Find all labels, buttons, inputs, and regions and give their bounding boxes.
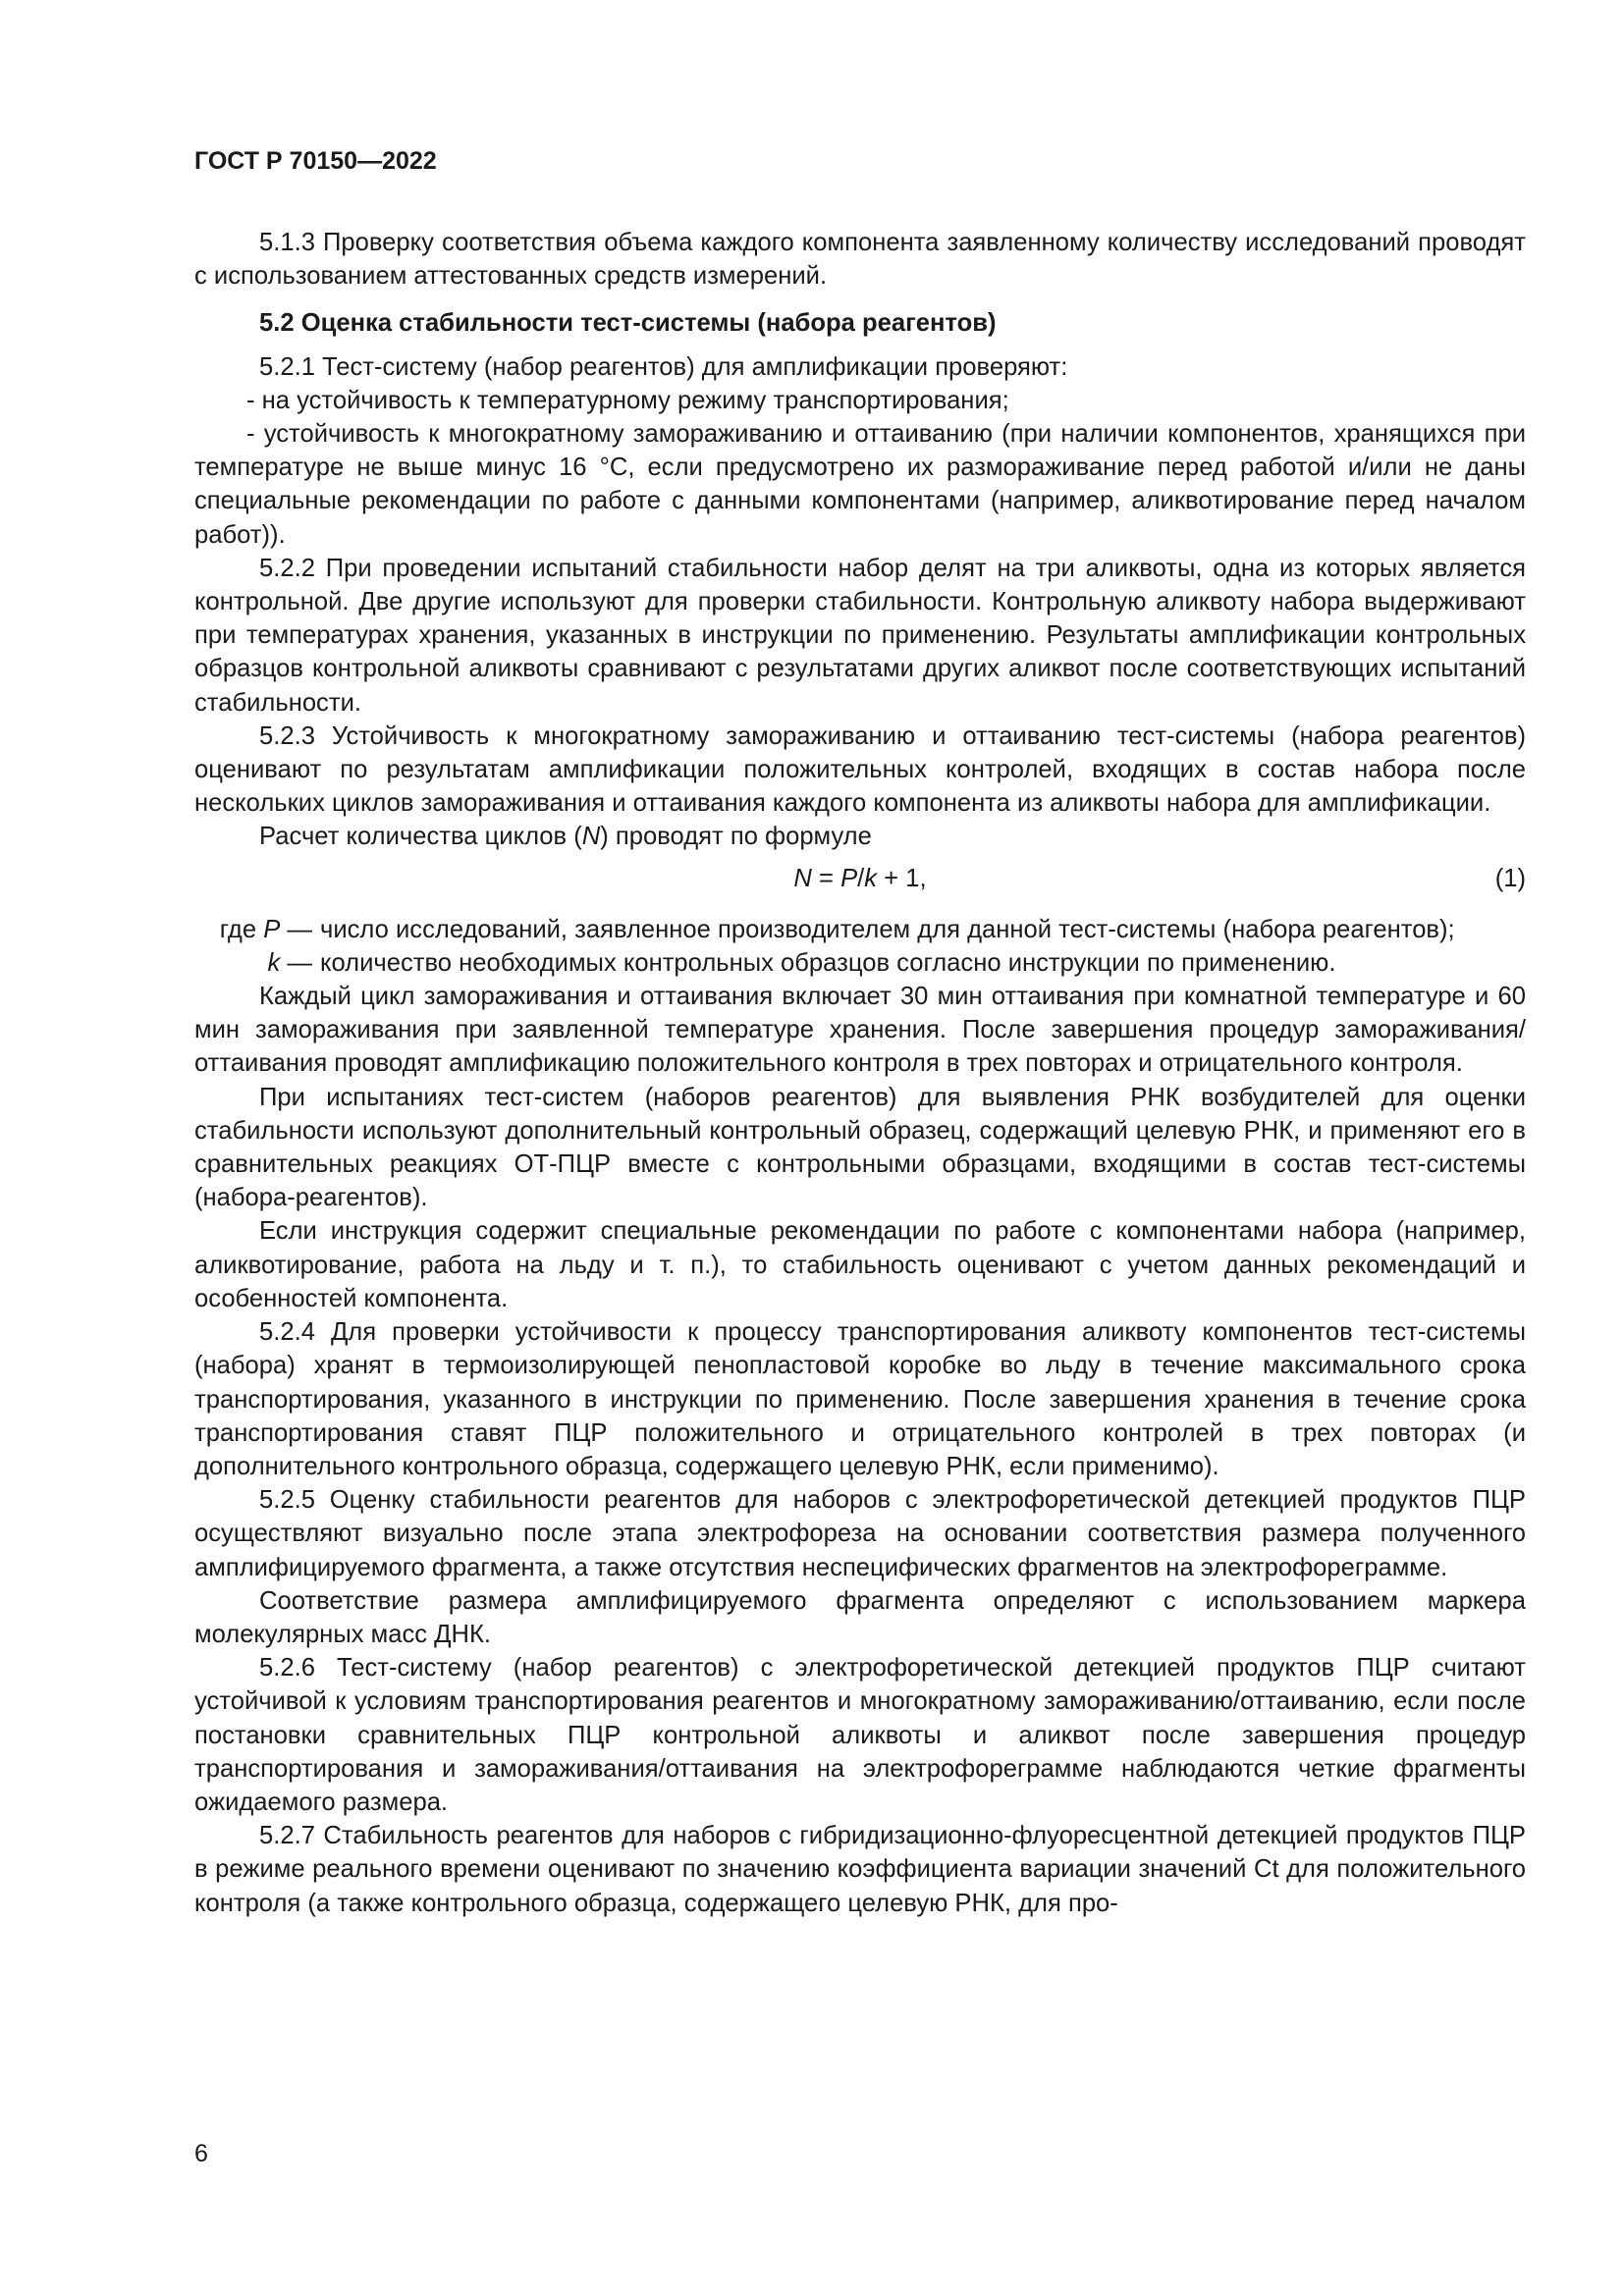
paragraph-5-2-5: 5.2.5 Оценку стабильности реагентов для наборов с электрофоретической детекцией продуктов ПЦР осуществляют визуально после этапа электрофореза на основании соответствия размера полученного амплифицируемого фрагмента, а также отсутствия неспецифических фрагментов на электрофореграмме. xyxy=(194,1486,1526,1581)
paragraph-5-2-6: 5.2.6 Тест-систему (набор реагентов) с электрофоретической детекцией продуктов ПЦР считают устойчивой к условиям транспортирования реагентов и многократному замораживанию/оттаиванию, если после постановки сравнительных ПЦР контрольной аликвоты и аликвот после завершения процедур транспортирования и замораживания/оттаивания на электрофореграмме наблюдаются четкие фрагменты ожидаемого размера. xyxy=(194,1654,1526,1816)
formula-tail: + 1, xyxy=(877,864,927,892)
formula-intro xyxy=(194,820,1526,853)
formula xyxy=(194,862,1526,895)
formula-p: P xyxy=(840,864,858,892)
page-number: 6 xyxy=(194,2140,208,2167)
formula-n: N xyxy=(793,864,812,892)
paragraph-5-2-3: 5.2.3 Устойчивость к многократному замораживанию и оттаиванию тест-системы (набора реагентов) оценивают по результатам амплификации положительных контролей, входящих в состав набора после нескольких циклов замораживания и оттаивания каждого компонента из аликвоты набора для амплификации. xyxy=(194,721,1526,818)
paragraph-5-2-2: 5.2.2 При проведении испытаний стабильности набор делят на три аликвоты, одна из которых является контрольной. Две другие используют для проверки стабильности. Контрольную аликвоту набора выдерживают при температурах хранения, указанных в инструкции по применению. Результаты амплификации контрольных образцов контрольной аликвоты сравнивают с результатами других аликвот после соответствующих испытаний стабильности. xyxy=(194,554,1526,717)
document-body xyxy=(194,226,1526,1920)
paragraph-instruction: Если инструкция содержит специальные рекомендации по работе с компонентами набора (например, аликвотирование, работа на льду и т. п.), то стабильность оценивают с учетом данных рекомендаций и особенностей компонента. xyxy=(194,1217,1526,1312)
section-heading-5-2: 5.2 Оценка стабильности тест-системы (набора реагентов) xyxy=(259,309,997,338)
formula-intro-variable: N xyxy=(581,823,601,851)
formula-k: k xyxy=(864,864,878,892)
where-dash: — xyxy=(280,915,312,943)
where-row-k xyxy=(194,946,1526,980)
paragraph-5-2-1: 5.2.1 Тест-систему (набор реагентов) для амплификации проверяют: xyxy=(259,352,1068,381)
where-label xyxy=(194,913,312,946)
where-label xyxy=(194,946,312,980)
paragraph-5-2-4: 5.2.4 Для проверки устойчивости к процессу транспортирования аликвоту компонентов тест-системы (набора) хранят в термоизолирующей пенопластовой коробке во льду в течение максимального срока транспортирования, указанного в инструкции по применению. После завершения хранения в течение срока транспортирования ставят ПЦР положительного и отрицательного контролей в трех повторах (и дополнительного контрольного образца, содержащего целевую РНК, если применимо). xyxy=(194,1318,1526,1480)
formula-intro-suffix: ) проводят по формуле xyxy=(600,823,872,851)
where-symbol: k xyxy=(267,948,281,977)
paragraph-marker: Соответствие размера амплифицируемого фрагмента определяют с использованием маркера молекулярных масс ДНК. xyxy=(194,1586,1526,1648)
paragraph-5-2-7: 5.2.7 Стабильность реагентов для наборов с гибридизационно-флуоресцентной детекцией продуктов ПЦР в режиме реального времени оценивают по значению коэффициента вариации значений Ct для положительного контроля (а также контрольного образца, содержащего целевую РНК, для про- xyxy=(194,1822,1526,1917)
formula-slash: / xyxy=(857,864,865,892)
where-dash: — xyxy=(280,948,312,977)
where-row-p xyxy=(194,913,1526,946)
where-text: количество необходимых контрольных образцов согласно инструкции по применению. xyxy=(320,948,1336,977)
where-text: число исследований, заявленное производителем для данной тест-системы (набора реагентов); xyxy=(320,915,1455,943)
paragraph-rna: При испытаниях тест-систем (наборов реагентов) для выявления РНК возбудителей для оценки стабильности используют дополнительный контрольный образец, содержащий целевую РНК, и применяют его в сравнительных реакциях ОТ-ПЦР вместе с контрольными образцами, входящими в состав тест-системы (набора-реагентов). xyxy=(194,1083,1526,1212)
formula-eq: = xyxy=(811,864,841,892)
where-prefix: где xyxy=(219,915,264,943)
paragraph-cycle: Каждый цикл замораживания и оттаивания включает 30 мин оттаивания при комнатной температуре и 60 мин замораживания при заявленной температуре хранения. После завершения процедур замораживания/оттаивания проводят амплификацию положительного контроля в трех повторах и отрицательного контроля. xyxy=(194,983,1526,1078)
where-symbol: P xyxy=(263,915,281,943)
formula-intro-prefix: Расчет количества циклов ( xyxy=(259,823,582,851)
formula-number: (1) xyxy=(1494,864,1526,892)
list-item: - на устойчивость к температурному режиму транспортирования; xyxy=(246,386,1009,414)
document-header-id: ГОСТ Р 70150—2022 xyxy=(194,147,437,175)
formula-block xyxy=(194,862,1526,899)
list-item: - устойчивость к многократному замораживанию и оттаиванию (при наличии компонентов, хранящихся при температуре не выше минус 16 °С, если предусмотрено их размораживание перед работой и/или не даны специальные рекомендации по работе с данными компонентами (например, аликвотирование перед началом работ)). xyxy=(194,420,1526,549)
paragraph-5-1-3: 5.1.3 Проверку соответствия объема каждого компонента заявленному количеству исследований проводят с использованием аттестованных средств измерений. xyxy=(194,229,1526,291)
